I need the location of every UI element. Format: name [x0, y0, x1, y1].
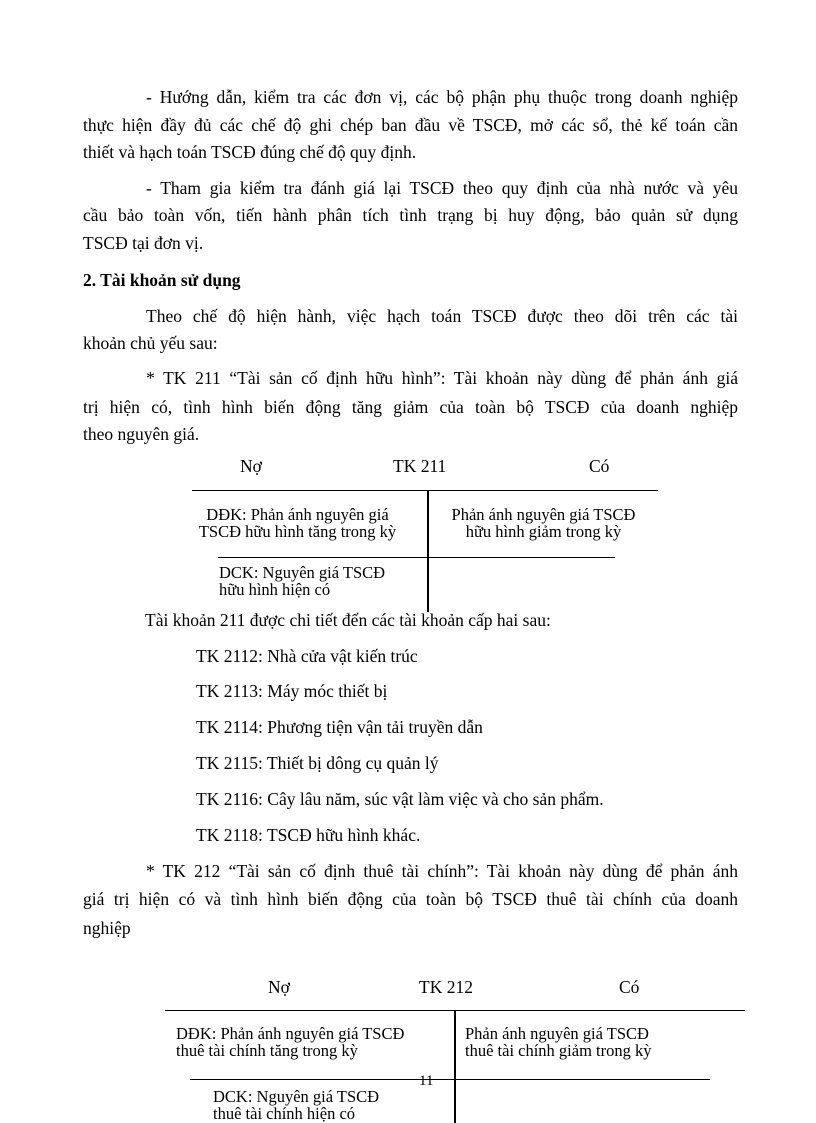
debit-label: Nợ — [268, 977, 290, 997]
paragraph-line: * TK 212 “Tài sản cố định thuê tài chính”: Tài khoản này dùng để phản ánh — [146, 861, 738, 881]
sub-account-item: TK 2118: TSCĐ hữu hình khác. — [196, 825, 421, 845]
paragraph-line: theo nguyên giá. — [83, 424, 200, 444]
sub-account-item: TK 2116: Cây lâu năm, súc vật làm việc và cho sản phẩm. — [196, 789, 604, 809]
paragraph-line: thực hiện đầy đủ các chế độ ghi chép ban đầu về TSCĐ, mở các sổ, thẻ kế toán cần — [83, 115, 738, 135]
paragraph-line: * TK 211 “Tài sản cố định hữu hình”: Tài khoản này dùng để phản ánh giá — [146, 368, 738, 388]
account-title: TK 211 — [393, 456, 447, 476]
paragraph-line: TSCĐ tại đơn vị. — [83, 233, 204, 253]
sub-account-item: TK 2113: Máy móc thiết bị — [196, 681, 388, 701]
paragraph-line: khoản chủ yếu sau: — [83, 333, 218, 353]
paragraph-line: trị hiện có, tình hình biến động tăng giảm của toàn bộ TSCĐ của doanh nghiệp — [83, 397, 738, 417]
credit-entry: Phản ánh nguyên giá TSCĐ hữu hình giảm trong kỳ — [451, 505, 636, 541]
paragraph-line: thiết và hạch toán TSCĐ đúng chế độ quy định. — [83, 142, 417, 162]
paragraph-line: Tài khoản 211 được chi tiết đến các tài khoản cấp hai sau: — [145, 610, 551, 630]
t-account-mid-line — [190, 1079, 710, 1080]
t-account-divider — [454, 1010, 456, 1123]
credit-label: Có — [619, 977, 640, 997]
credit-entry: Phản ánh nguyên giá TSCĐ thuê tài chính giảm trong kỳ — [465, 1024, 652, 1060]
closing-balance: DCK: Nguyên giá TSCĐ hữu hình hiện có — [219, 563, 386, 599]
paragraph-line: giá trị hiện có và tình hình biến động của toàn bộ TSCĐ thuê tài chính của doanh — [83, 889, 738, 909]
t-account-top-line — [192, 490, 658, 491]
paragraph-line: - Tham gia kiểm tra đánh giá lại TSCĐ theo quy định của nhà nước và yêu — [146, 178, 738, 198]
sub-account-item: TK 2115: Thiết bị dông cụ quản lý — [196, 753, 439, 773]
paragraph-line: Theo chế độ hiện hành, việc hạch toán TSCĐ được theo dõi trên các tài — [146, 306, 738, 326]
opening-balance: DĐK: Phản ánh nguyên giá TSCĐ hữu hình tăng trong kỳ — [198, 505, 397, 541]
paragraph-line: - Hướng dẫn, kiểm tra các đơn vị, các bộ phận phụ thuộc trong doanh nghiệp — [146, 87, 738, 107]
t-account-mid-line — [218, 557, 615, 558]
debit-label: Nợ — [240, 456, 262, 476]
sub-account-item: TK 2112: Nhà cửa vật kiến trúc — [196, 646, 418, 666]
paragraph-line: cầu bảo toàn vốn, tiến hành phân tích tình trạng bị huy động, bảo quản sử dụng — [83, 205, 738, 225]
section-heading: 2. Tài khoản sử dụng — [83, 270, 241, 290]
sub-account-item: TK 2114: Phương tiện vận tải truyền dẫn — [196, 717, 483, 737]
t-account-divider — [427, 490, 429, 612]
account-title: TK 212 — [419, 977, 473, 997]
credit-label: Có — [589, 456, 610, 476]
paragraph-line: nghiệp — [83, 918, 131, 938]
page-number: 11 — [419, 1073, 434, 1089]
opening-balance: DĐK: Phản ánh nguyên giá TSCĐ thuê tài chính tăng trong kỳ — [176, 1024, 405, 1060]
closing-balance: DCK: Nguyên giá TSCĐ thuê tài chính hiện có — [213, 1087, 380, 1123]
